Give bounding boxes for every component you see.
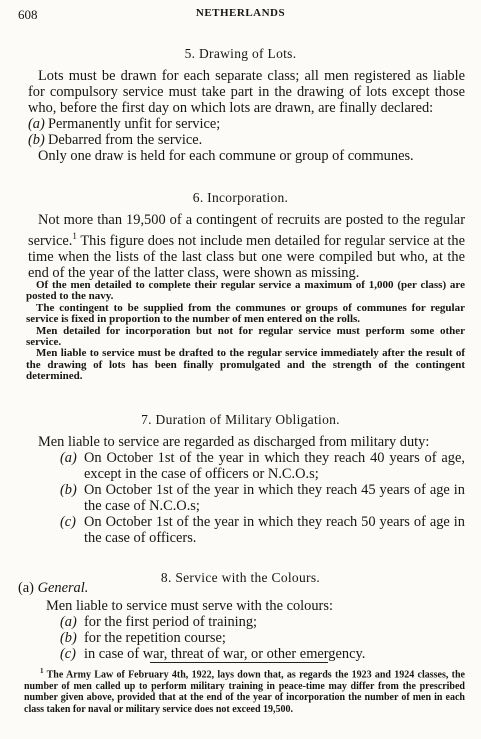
section-8-intro: Men liable to service must serve with the colours: [46, 598, 333, 614]
small-paragraph: Of the men detailed to complete their regular service a maximum of 1,000 (per class) are posted to the navy. [26, 279, 465, 303]
section-7-intro: Men liable to service are regarded as discharged from military duty: [38, 434, 430, 450]
section-8-heading: 8. Service with the Colours. [160, 570, 321, 585]
list-item-label: (a) [28, 116, 45, 132]
section-7-list [28, 450, 465, 546]
list-item [28, 116, 465, 132]
list-item [28, 482, 465, 514]
list-item [28, 646, 465, 662]
list-item-label: (a) [60, 614, 77, 630]
section-8-subheading [18, 580, 465, 596]
page-number: 608 [18, 7, 38, 22]
small-paragraph: The contingent to be supplied from the communes or groups of communes for regular service is fixed in proportion to the number of men entered on the rolls. [26, 301, 465, 326]
footnote-ref: 1 [72, 231, 77, 241]
list-item [28, 614, 465, 630]
list-item [28, 450, 465, 482]
small-paragraph: Men liable to service must be drafted to the regular service immediately after the result of the drawing of lots has been finally promulgated and the strength of the contingent determined. [26, 347, 465, 383]
section-8-body [28, 598, 465, 662]
section-7-heading: 7. Duration of Military Obligation. [141, 412, 340, 427]
list-item-text: On October 1st of the year in which they reach 50 years of age in the case of officers. [84, 514, 465, 546]
small-paragraph: Men detailed for incorporation but not for regular service must perform some other service. [26, 324, 465, 349]
section-6-small-print [26, 280, 465, 383]
list-item-text: in case of war, threat of war, or other emergency. [84, 646, 366, 662]
list-item-label: (b) [60, 482, 77, 498]
section-5-closing: Only one draw is held for each commune or group of communes. [38, 148, 414, 164]
list-item-text: On October 1st of the year in which they reach 45 years of age in the case of N.C.O.s; [84, 482, 465, 514]
footnote [24, 666, 465, 715]
page-header [18, 7, 463, 23]
section-6-text-b: This figure does not include men detailed for regular service at the time when the lists of the last class but one were compiled but who, at the end of the year of the latter class, were shown as missing. [28, 232, 465, 281]
subsection-title: General. [37, 580, 89, 596]
list-item [28, 514, 465, 546]
footnote-mark: 1 [40, 667, 44, 675]
list-item-label: (b) [28, 132, 45, 148]
section-5-paragraph: Lots must be drawn for each separate class; all men registered as liable for compulsory service must take part in the drawing of lots except those who, before the first day on which lots are drawn, are finally declared: [28, 68, 465, 116]
list-item [28, 630, 465, 646]
section-6-heading: 6. Incorporation. [192, 190, 289, 205]
section-5-heading: 5. Drawing of Lots. [184, 46, 297, 61]
list-item-label: (c) [60, 514, 76, 530]
subsection-label: (a) [18, 580, 34, 596]
footnote-rule [150, 662, 328, 663]
running-title: NETHERLANDS [195, 7, 286, 19]
section-5-body [28, 68, 465, 164]
list-item-label: (b) [60, 630, 77, 646]
section-6-text-a: Not more than 19,500 of a contingent of recruits are posted to the regular service. [28, 212, 465, 249]
list-item [28, 132, 465, 148]
list-item-label: (c) [60, 646, 76, 662]
list-item-text: for the first period of training; [84, 614, 258, 630]
footnote-text: The Army Law of February 4th, 1922, lays down that, as regards the 1923 and 1924 classes, the number of men called up to perform military training in peace-time may differ from the prescribed number given above, provided that at the end of the year of incorporation the number of men in each class taken for naval or military service does not exceed 19,500. [24, 669, 465, 715]
list-item-text: Debarred from the service. [48, 132, 203, 148]
list-item-text: On October 1st of the year in which they reach 40 years of age, except in the case of officers or N.C.O.s; [84, 450, 465, 482]
list-item-text: for the repetition course; [84, 630, 226, 646]
section-6-paragraph [28, 212, 465, 281]
list-item-label: (a) [60, 450, 77, 466]
section-7-body [28, 434, 465, 546]
section-6-body [28, 212, 465, 281]
list-item-text: Permanently unfit for service; [48, 116, 221, 132]
